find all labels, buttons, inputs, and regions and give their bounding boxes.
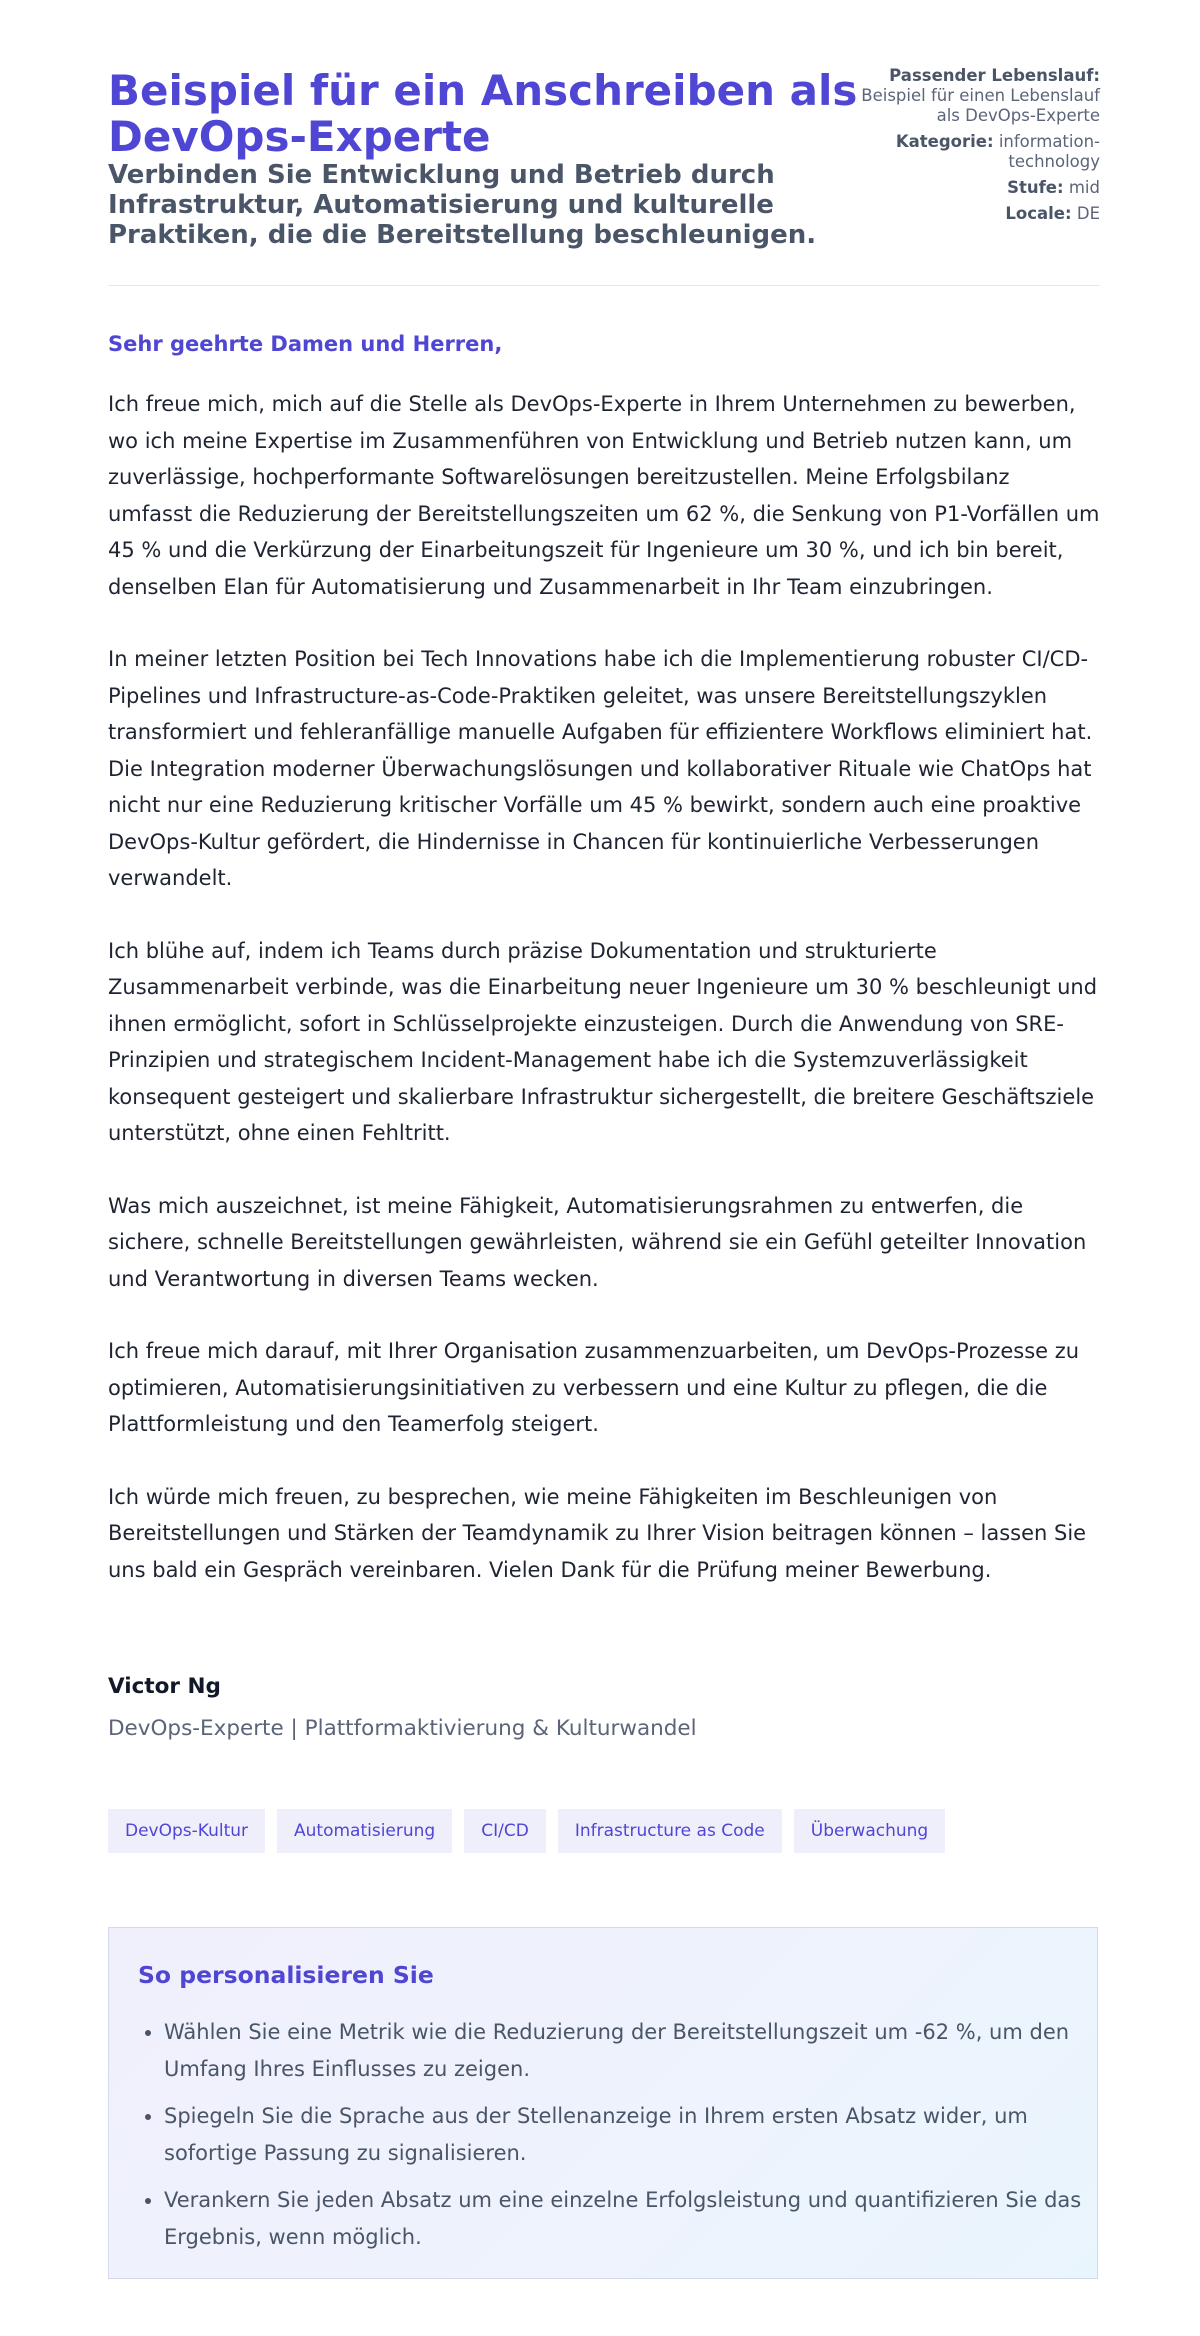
letter-salutation: Sehr geehrte Damen und Herren,: [108, 332, 503, 356]
signature-name: Victor Ng: [108, 1674, 221, 1699]
personalization-tips-box: [108, 1927, 1098, 2279]
meta-resume: [860, 66, 1100, 126]
tips-title: So personalisieren Sie: [138, 1961, 434, 1989]
tag-devops-culture[interactable]: DevOps-Kultur: [108, 1809, 265, 1853]
letter-paragraph: Was mich auszeichnet, ist meine Fähigkeit, Automatisierungsrahmen zu entwerfen, die sichere, schnelle Bereitstellungen gewährleisten, während sie ein Gefühl geteilter Innovation und Verantwortung in diversen Teams wecken.: [108, 1193, 1087, 1291]
meta-resume-label: Passender Lebenslauf:: [889, 66, 1100, 85]
meta-panel: [860, 66, 1100, 230]
letter-paragraph: Ich freue mich darauf, mit Ihrer Organisation zusammenzuarbeiten, um DevOps-Prozesse zu optimieren, Automatisierungsinitiativen zu verbessern und eine Kultur zu pflegen, die die Plattformleistung und den Teamerfolg steigert.: [108, 1339, 1080, 1436]
meta-category-value: information-technology: [998, 132, 1100, 171]
meta-category: [860, 132, 1100, 172]
meta-locale-label: Locale:: [1005, 204, 1072, 223]
page-title: Beispiel für ein Anschreiben als DevOps-Experte: [108, 66, 858, 161]
meta-locale: [860, 204, 1100, 224]
meta-locale-value: DE: [1076, 204, 1100, 223]
letter-paragraph: In meiner letzten Position bei Tech Innovations habe ich die Implementierung robuster CI/CD-Pipelines und Infrastructure-as-Code-Praktiken geleitet, was unsere Bereitstellungszyklen transformiert und fehleranfällige manuelle Aufgaben für effizientere Workflows eliminiert hat. Die Integration moderner Überwachungslösungen und kollaborativer Rituale wie ChatOps hat nicht nur eine Reduzierung kritischer Vorfälle um 45 % bewirkt, sondern auch eine proaktive DevOps-Kultur gefördert, die Hindernisse in Chancen für kontinuierliche Verbesserungen verwandelt.: [108, 647, 1093, 890]
letter-body: [108, 330, 1100, 1624]
meta-level: [860, 178, 1100, 198]
tips-list-item: • Spiegeln Sie die Sprache aus der Stellenanzeige in Ihrem ersten Absatz wider, um sofortige Passung zu signalisieren.: [164, 2098, 1094, 2172]
meta-category-label: Kategorie:: [895, 132, 994, 151]
tips-list-item: • Verankern Sie jeden Absatz um eine einzelne Erfolgsleistung und quantifizieren Sie das Ergebnis, wenn möglich.: [164, 2182, 1094, 2256]
tag-automation[interactable]: Automatisierung: [277, 1809, 452, 1853]
tag-list: [108, 1809, 945, 1853]
meta-level-label: Stufe:: [1007, 178, 1064, 197]
tag-monitoring[interactable]: Überwachung: [794, 1809, 945, 1853]
letter-paragraph: Ich würde mich freuen, zu besprechen, wie meine Fähigkeiten im Beschleunigen von Bereitstellungen und Stärken der Teamdynamik zu Ihrer Vision beitragen können – lassen Sie uns bald ein Gespräch vereinbaren. Vielen Dank für die Prüfung meiner Bewerbung.: [108, 1484, 1087, 1582]
tips-list-item: • Wählen Sie eine Metrik wie die Reduzierung der Bereitstellungszeit um -62 %, um den Umfang Ihres Einflusses zu zeigen.: [164, 2014, 1094, 2088]
signature-role: DevOps-Experte | Plattformaktivierung & Kulturwandel: [108, 1716, 697, 1741]
tag-infrastructure-as-code[interactable]: Infrastructure as Code: [558, 1809, 782, 1853]
page-header: [108, 60, 1100, 286]
page-subtitle: Verbinden Sie Entwicklung und Betrieb durch Infrastruktur, Automatisierung und kulturelle Praktiken, die die Bereitstellung beschleunigen.: [108, 160, 817, 250]
tips-list: [138, 2014, 1094, 2266]
tag-ci-cd[interactable]: CI/CD: [464, 1809, 546, 1853]
meta-resume-value[interactable]: Beispiel für einen Lebenslauf als DevOps-Experte: [861, 86, 1100, 125]
letter-paragraph: Ich blühe auf, indem ich Teams durch präzise Dokumentation und strukturierte Zusammenarbeit verbinde, was die Einarbeitung neuer Ingenieure um 30 % beschleunigt und ihnen ermöglicht, sofort in Schlüsselprojekte einzusteigen. Durch die Anwendung von SRE-Prinzipien und strategischem Incident-Management habe ich die Systemzuverlässigkeit konsequent gesteigert und skalierbare Infrastruktur sichergestellt, die breitere Geschäftsziele unterstützt, ohne einen Fehltritt.: [108, 938, 1098, 1145]
letter-paragraph: Ich freue mich, mich auf die Stelle als DevOps-Experte in Ihrem Unternehmen zu bewerben, wo ich meine Expertise im Zusammenführen von Entwicklung und Betrieb nutzen kann, um zuverlässige, hochperformante Softwarelösungen bereitzustellen. Meine Erfolgsbilanz umfasst die Reduzierung der Bereitstellungszeiten um 62 %, die Senkung von P1-Vorfällen um 45 % und die Verkürzung der Einarbeitungszeit für Ingenieure um 30 %, und ich bin bereit, denselben Elan für Automatisierung und Zusammenarbeit in Ihr Team einzubringen.: [108, 392, 1100, 599]
meta-level-value: mid: [1068, 178, 1100, 197]
